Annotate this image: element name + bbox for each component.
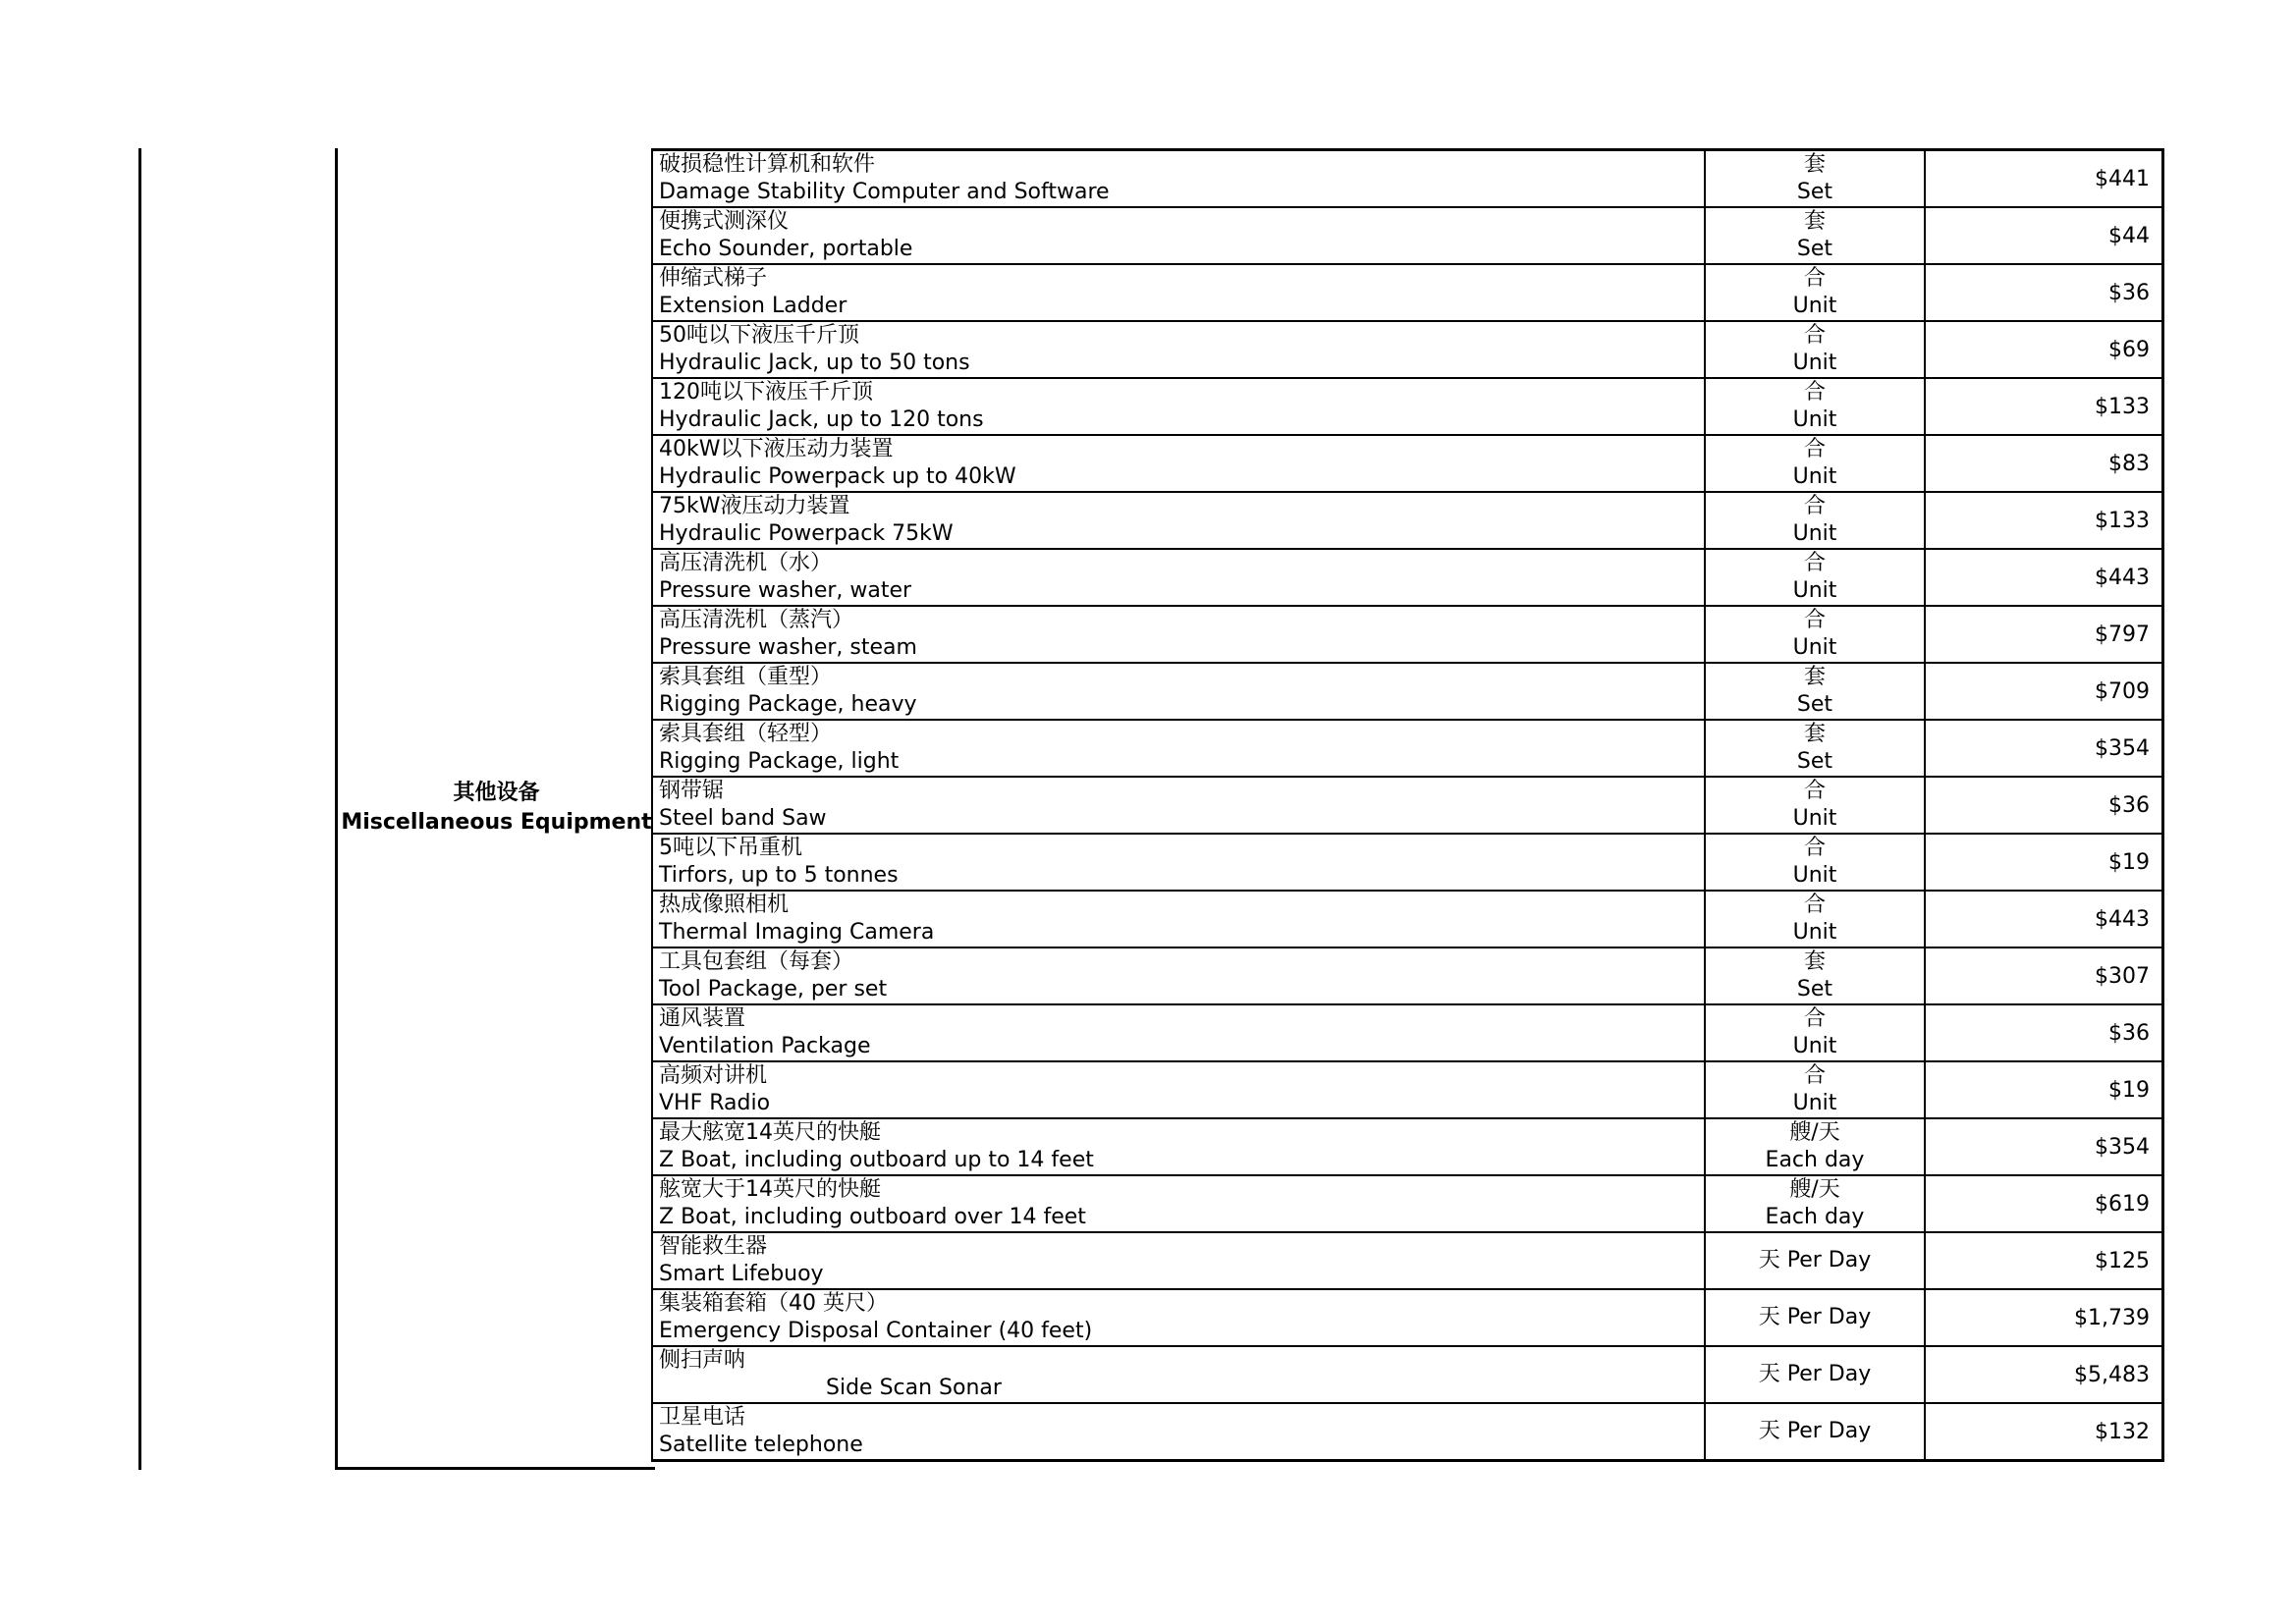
item-unit-cn: 合	[1803, 323, 1826, 348]
item-name-cell	[652, 1346, 1705, 1403]
item-unit-cell	[1705, 207, 1925, 264]
item-price: $69	[1925, 321, 2163, 378]
item-name-cn: 50吨以下液压千斤顶	[659, 323, 859, 348]
item-unit-cell	[1705, 435, 1925, 492]
item-unit-cn: 艘/天	[1789, 1177, 1840, 1202]
item-name-cell	[652, 549, 1705, 606]
equipment-table	[651, 148, 2164, 1462]
item-unit-en: Unit	[1792, 1034, 1837, 1058]
item-name-en: Hydraulic Powerpack up to 40kW	[659, 464, 1016, 489]
item-name-cell	[652, 1289, 1705, 1346]
item-name-cn: 侧扫声呐	[659, 1348, 746, 1373]
item-unit-en: Set	[1796, 749, 1833, 774]
item-price: $443	[1925, 891, 2163, 947]
item-name-en: Tirfors, up to 5 tonnes	[659, 863, 899, 888]
item-unit-cn: 合	[1803, 1063, 1826, 1088]
item-name-cell	[652, 264, 1705, 321]
item-unit-en: Unit	[1792, 863, 1837, 888]
item-price: $709	[1925, 663, 2163, 720]
item-unit-cell	[1705, 1061, 1925, 1118]
table-row	[652, 207, 2163, 264]
table-row	[652, 1175, 2163, 1232]
item-unit-en: Unit	[1792, 635, 1837, 660]
item-price: $1,739	[1925, 1289, 2163, 1346]
item-unit-cn: 合	[1803, 608, 1826, 632]
item-name-en: Emergency Disposal Container (40 feet)	[659, 1319, 1093, 1343]
item-price: $443	[1925, 549, 2163, 606]
item-unit: 天 Per Day	[1758, 1248, 1872, 1272]
item-unit-en: Set	[1796, 692, 1833, 717]
item-price: $19	[1925, 1061, 2163, 1118]
item-name-cn: 舷宽大于14英尺的快艇	[659, 1177, 881, 1202]
item-unit-cell	[1705, 378, 1925, 435]
item-unit: 天 Per Day	[1758, 1362, 1872, 1386]
item-unit-en: Each day	[1765, 1205, 1865, 1229]
item-price: $133	[1925, 492, 2163, 549]
item-name-cn: 热成像照相机	[659, 893, 790, 917]
item-unit-cell	[1705, 606, 1925, 663]
item-unit-cell	[1705, 1289, 1925, 1346]
item-price: $307	[1925, 947, 2163, 1004]
item-name-en: Echo Sounder, portable	[659, 237, 913, 261]
item-unit-cn: 合	[1803, 266, 1826, 291]
item-name-en: Z Boat, including outboard over 14 feet	[659, 1205, 1086, 1229]
item-unit-en: Unit	[1792, 578, 1837, 603]
item-unit: 天 Per Day	[1758, 1305, 1872, 1329]
table-row	[652, 1289, 2163, 1346]
table-row	[652, 777, 2163, 834]
item-unit-cell	[1705, 264, 1925, 321]
table-row	[652, 1004, 2163, 1061]
item-name-cell	[652, 720, 1705, 777]
item-name-en: Tool Package, per set	[659, 977, 888, 1001]
item-unit-cell	[1705, 549, 1925, 606]
item-unit-en: Set	[1796, 237, 1833, 261]
item-unit-en: Unit	[1792, 1091, 1837, 1115]
category-cn: 其他设备	[453, 780, 540, 805]
table-row	[652, 1232, 2163, 1289]
item-unit-en: Unit	[1792, 294, 1837, 318]
item-name-en: Hydraulic Jack, up to 50 tons	[659, 351, 970, 375]
item-unit-en: Unit	[1792, 806, 1837, 831]
item-unit-cn: 套	[1803, 665, 1826, 689]
item-unit-cell	[1705, 321, 1925, 378]
item-price: $125	[1925, 1232, 2163, 1289]
item-name-en: Hydraulic Powerpack 75kW	[659, 521, 954, 546]
item-unit-cn: 艘/天	[1789, 1120, 1840, 1145]
item-unit-cell	[1705, 1232, 1925, 1289]
item-unit-en: Unit	[1792, 464, 1837, 489]
item-price: $44	[1925, 207, 2163, 264]
item-name-cn: 高压清洗机（水）	[659, 551, 833, 575]
item-name-en: Pressure washer, steam	[659, 635, 917, 660]
item-unit-cn: 套	[1803, 949, 1826, 974]
item-name-cell	[652, 378, 1705, 435]
item-unit-en: Each day	[1765, 1148, 1865, 1172]
item-name-en: Pressure washer, water	[659, 578, 912, 603]
item-unit-cell	[1705, 834, 1925, 891]
item-unit-cn: 套	[1803, 722, 1826, 746]
item-unit-cn: 合	[1803, 836, 1826, 860]
table-row	[652, 947, 2163, 1004]
item-unit-en: Unit	[1792, 920, 1837, 945]
item-name-en: Steel band Saw	[659, 806, 827, 831]
item-unit-cell	[1705, 663, 1925, 720]
item-name-cell	[652, 1403, 1705, 1461]
category-cell	[335, 148, 655, 1470]
item-unit-cell	[1705, 1403, 1925, 1461]
item-name-cell	[652, 492, 1705, 549]
item-name-en: Satellite telephone	[659, 1433, 863, 1457]
item-unit-en: Set	[1796, 977, 1833, 1001]
item-unit-cn: 套	[1803, 152, 1826, 177]
item-price: $619	[1925, 1175, 2163, 1232]
item-name-cn: 索具套组（重型）	[659, 665, 833, 689]
item-name-cell	[652, 1232, 1705, 1289]
item-price: $83	[1925, 435, 2163, 492]
table-row	[652, 663, 2163, 720]
item-name-cn: 智能救生器	[659, 1234, 768, 1259]
item-price: $441	[1925, 150, 2163, 208]
item-unit-cn: 合	[1803, 1006, 1826, 1031]
item-price: $354	[1925, 1118, 2163, 1175]
item-name-cn: 钢带锯	[659, 779, 725, 803]
item-price: $36	[1925, 1004, 2163, 1061]
table-row	[652, 1118, 2163, 1175]
item-name-en: Extension Ladder	[659, 294, 847, 318]
item-name-cell	[652, 321, 1705, 378]
item-unit-cell	[1705, 1175, 1925, 1232]
item-unit-cell	[1705, 1346, 1925, 1403]
item-name-en: Damage Stability Computer and Software	[659, 180, 1110, 204]
item-unit-cell	[1705, 720, 1925, 777]
item-unit-en: Unit	[1792, 521, 1837, 546]
item-unit-cell	[1705, 947, 1925, 1004]
item-price: $36	[1925, 264, 2163, 321]
table-row	[652, 264, 2163, 321]
item-name-cell	[652, 435, 1705, 492]
item-name-en: VHF Radio	[659, 1091, 771, 1115]
table-row	[652, 150, 2163, 208]
item-name-cell	[652, 150, 1705, 208]
item-unit-cell	[1705, 150, 1925, 208]
table-row	[652, 1346, 2163, 1403]
item-price: $133	[1925, 378, 2163, 435]
item-unit-cell	[1705, 891, 1925, 947]
item-name-en: Smart Lifebuoy	[659, 1262, 824, 1286]
item-name-cell	[652, 207, 1705, 264]
item-unit-cn: 套	[1803, 209, 1826, 234]
item-name-cell	[652, 947, 1705, 1004]
table-row	[652, 549, 2163, 606]
item-name-cn: 集装箱套箱（40 英尺）	[659, 1291, 888, 1316]
item-name-cell	[652, 1004, 1705, 1061]
item-name-en: Side Scan Sonar	[826, 1376, 1002, 1400]
item-name-en: Rigging Package, heavy	[659, 692, 917, 717]
item-unit: 天 Per Day	[1758, 1419, 1872, 1443]
table-row	[652, 1061, 2163, 1118]
item-name-cn: 75kW液压动力装置	[659, 494, 850, 518]
item-name-cn: 破损稳性计算机和软件	[659, 152, 876, 177]
table-row	[652, 1403, 2163, 1461]
table-row	[652, 720, 2163, 777]
item-name-en: Hydraulic Jack, up to 120 tons	[659, 407, 984, 432]
item-unit-cell	[1705, 777, 1925, 834]
table-row	[652, 891, 2163, 947]
item-unit-cn: 合	[1803, 779, 1826, 803]
item-name-cn: 便携式测深仪	[659, 209, 790, 234]
item-price: $19	[1925, 834, 2163, 891]
item-unit-en: Set	[1796, 180, 1833, 204]
item-name-cn: 120吨以下液压千斤顶	[659, 380, 873, 405]
table-row	[652, 606, 2163, 663]
item-unit-cn: 合	[1803, 380, 1826, 405]
item-name-cell	[652, 777, 1705, 834]
item-name-cell	[652, 834, 1705, 891]
item-unit-cell	[1705, 492, 1925, 549]
item-price: $5,483	[1925, 1346, 2163, 1403]
item-name-en: Rigging Package, light	[659, 749, 900, 774]
table-row	[652, 834, 2163, 891]
table-row	[652, 492, 2163, 549]
item-name-cn: 卫星电话	[659, 1405, 746, 1430]
item-name-en: Z Boat, including outboard up to 14 feet	[659, 1148, 1094, 1172]
item-price: $36	[1925, 777, 2163, 834]
item-name-cn: 索具套组（轻型）	[659, 722, 833, 746]
item-name-cn: 40kW以下液压动力装置	[659, 437, 894, 461]
item-name-cell	[652, 663, 1705, 720]
category-en: Miscellaneous Equipment	[341, 809, 652, 835]
item-name-cn: 通风装置	[659, 1006, 746, 1031]
table-row	[652, 435, 2163, 492]
item-unit-cn: 合	[1803, 893, 1826, 917]
item-name-cell	[652, 606, 1705, 663]
item-price: $797	[1925, 606, 2163, 663]
item-unit-cn: 合	[1803, 437, 1826, 461]
item-price: $354	[1925, 720, 2163, 777]
item-name-en: Ventilation Package	[659, 1034, 871, 1058]
item-name-cn: 高压清洗机（蒸汽）	[659, 608, 854, 632]
item-unit-en: Unit	[1792, 351, 1837, 375]
item-name-en: Thermal Imaging Camera	[659, 920, 935, 945]
item-name-cell	[652, 891, 1705, 947]
item-unit-cn: 合	[1803, 551, 1826, 575]
item-unit-cell	[1705, 1118, 1925, 1175]
item-unit-cell	[1705, 1004, 1925, 1061]
table-row	[652, 321, 2163, 378]
item-name-cn: 高频对讲机	[659, 1063, 768, 1088]
item-name-cell	[652, 1061, 1705, 1118]
table-row	[652, 378, 2163, 435]
item-name-cell	[652, 1118, 1705, 1175]
item-unit-cn: 合	[1803, 494, 1826, 518]
item-name-cn: 最大舷宽14英尺的快艇	[659, 1120, 881, 1145]
item-name-cn: 5吨以下吊重机	[659, 836, 802, 860]
item-price: $132	[1925, 1403, 2163, 1461]
left-table-border	[138, 148, 141, 1470]
item-unit-en: Unit	[1792, 407, 1837, 432]
item-name-cn: 工具包套组（每套）	[659, 949, 854, 974]
item-name-cn: 伸缩式梯子	[659, 266, 768, 291]
item-name-cell	[652, 1175, 1705, 1232]
